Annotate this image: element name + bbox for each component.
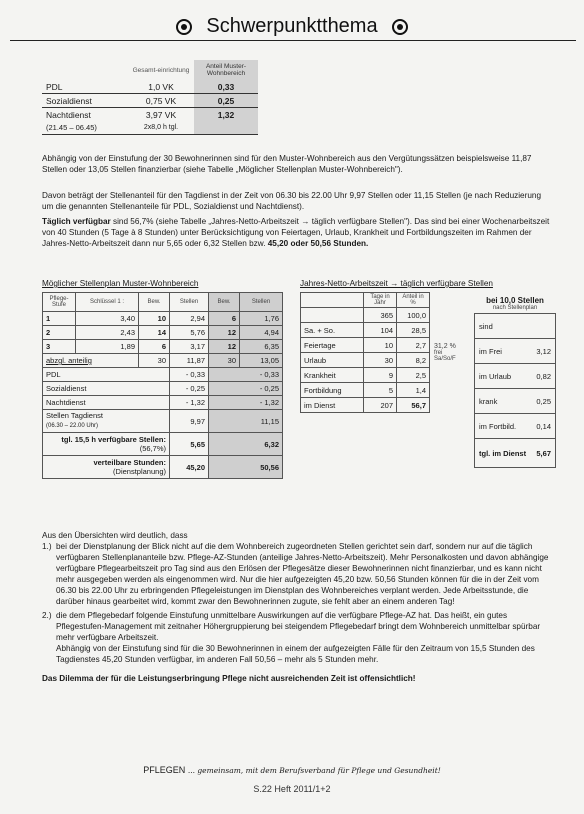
table-row xyxy=(43,312,283,326)
row-anteil xyxy=(194,121,258,135)
cell: - 1,32 xyxy=(170,396,209,410)
col-header: Schlüssel 1 : xyxy=(76,293,139,312)
footer-slogan-text: ... gemeinsam, mit dem Berufsverband für Pflege und Gesundheit! xyxy=(187,766,441,775)
tgl-label: tgl. 15,5 h verfügbare Stellen: xyxy=(61,435,166,444)
cell: 10 xyxy=(139,312,170,326)
side-row xyxy=(474,438,556,468)
row-anteil: 0,33 xyxy=(194,80,258,94)
table-row xyxy=(42,121,258,135)
side-value: 0,82 xyxy=(536,371,551,381)
cell: 30 xyxy=(364,353,397,368)
cell: 12 xyxy=(209,340,240,354)
side-label: im Fortbild. xyxy=(479,421,517,431)
table-row xyxy=(43,326,283,340)
bracket-pct: 31,2 % xyxy=(434,343,456,350)
col-header xyxy=(301,293,364,308)
cell: 9 xyxy=(364,368,397,383)
cell: 2,7 xyxy=(397,338,430,353)
side-value: 0,25 xyxy=(536,396,551,406)
row-gesamt: 0,75 VK xyxy=(128,94,194,108)
cell: 45,20 xyxy=(170,456,209,479)
col-header: Stellen xyxy=(170,293,209,312)
cell: 6 xyxy=(139,340,170,354)
tgl-pct: (56,7%) xyxy=(139,444,166,453)
tagdienst-label: Stellen Tagdienst xyxy=(46,411,103,420)
net-working-time-table xyxy=(300,292,483,413)
paragraph-body: sind 56,7% (siehe Tabelle „Jahres-Netto-Arbeitszeit → täglich verfügbare Stellen"). Das sind bei einer Wochenarbeitszeit von 40 Stunden (5 Tage à 8 Stunden) unter Berücksichtigung von Feiertagen, Urlaub, Krankheit und Fortbildungszeiten im Rahmen der Jahres-Netto-Arbeitszeit dann nur 5,65 oder 6,32 Stellen bzw. xyxy=(42,217,550,248)
cell: 13,05 xyxy=(240,354,283,368)
conclusion-statement: Das Dilemma der für die Leistungserbringung Pflege nicht ausreichenden Zeit ist offensichtlich! xyxy=(42,674,416,683)
cell: 104 xyxy=(364,323,397,338)
row-label: PDL xyxy=(42,80,128,94)
bold-conclusion: 45,20 oder 50,56 Stunden. xyxy=(267,239,369,248)
item-number: 2.) xyxy=(42,611,52,620)
cell: Krankheit xyxy=(301,368,364,383)
cell: Sozialdienst xyxy=(43,382,170,396)
row-gesamt: 1,0 VK xyxy=(128,80,194,94)
table-row xyxy=(43,410,283,433)
cell: PDL xyxy=(43,368,170,382)
cell: 4,94 xyxy=(240,326,283,340)
cell: 9,97 xyxy=(170,410,209,433)
cell: - 0,33 xyxy=(170,368,209,382)
cell: Urlaub xyxy=(301,353,364,368)
item-text: Abhängig von der Einstufung sind für die 30 Bewohnerinnen in einem der aufgezeigten Fälle für den Zeitraum von 15,5 Stunden des Tagdienstes 45,20 Stunden verfügbar, im anderen Fall 50,56 – mehr als 5 Stunden mehr. xyxy=(56,644,535,664)
footer-brand: PFLEGEN xyxy=(143,765,186,775)
cell: 2,94 xyxy=(170,312,209,326)
cell: 3,40 xyxy=(76,312,139,326)
item-text: bei der Dienstplanung der Blick nicht auf die dem Wohnbereich zugeordneten Stellen gerichtet sein darf, sondern nur auf die täglich verfügbaren Stellenplananteile bzw. Pflege-AZ-Stunden (anteilige Jahres-Netto-Arbeitszeit). Mehr Personalkosten und davon abhängige verfügbare Pflegearbeitszeit pro Tag sind aus den Erlösen der Pflegesätze dieser Bewohnerinnen nicht finanzierbar, und es kann nicht mehr ausgegeben werden als eingenommen wird. Nur die hier aufgezeigten 45,20 bzw. 50,56 Stunden können für die in der Zeit vom 06.30 bis 22.00 Uhr zu erbringenden Pflegeleistungen im Dienstplan des Wohnbereiches verplant werden. Jede Arbeitsstunde, die darüber hinaus gearbeitet wird, kommt zwar den Bewohnerinnen zugute, sie fehlt aber an einem anderen Tag! xyxy=(56,542,549,606)
cell: 2 xyxy=(43,326,76,340)
cell: 1,76 xyxy=(240,312,283,326)
cell: 2,43 xyxy=(76,326,139,340)
cell: - 0,25 xyxy=(170,382,209,396)
bold-lead: Täglich verfügbar xyxy=(42,217,111,226)
row-anteil: 0,25 xyxy=(194,94,258,108)
list-item xyxy=(42,541,552,607)
col-header: Anteil in % xyxy=(397,293,430,308)
side-label: im Frei xyxy=(479,346,502,356)
paragraph: Abhängig von der Einstufung der 30 Bewohnerinnen sind für den Muster-Wohnbereich aus den Vergütungssätzen beispielsweise 11,87 Stellen oder 13,05 Stellen finanzierbar (siehe Tabelle „Möglicher Stellenplan Muster-Wohnbereich"). xyxy=(42,154,532,174)
paragraph xyxy=(42,216,552,249)
verf-label: verteilbare Stunden: xyxy=(93,458,166,467)
side-subtitle: nach Stellenplan xyxy=(492,305,538,311)
col-header: Stellen xyxy=(240,293,283,312)
cell: Nachtdienst xyxy=(43,396,170,410)
row-label: (21.45 – 06.45) xyxy=(42,121,128,135)
cell: Fortbildung xyxy=(301,383,364,398)
right-table-title: Jahres-Netto-Arbeitszeit → täglich verfügbare Stellen xyxy=(300,279,493,288)
list-item xyxy=(42,610,552,643)
deduction-label: abzgl. anteilig xyxy=(43,354,139,368)
item-number xyxy=(42,643,56,665)
staffing-plan-table xyxy=(42,292,283,479)
cell: 1,4 xyxy=(397,383,430,398)
side-label: tgl. im Dienst xyxy=(479,448,527,458)
cell: 50,56 xyxy=(209,456,283,479)
conclusions-section xyxy=(42,530,552,684)
col-header-anteil: Anteil Muster-Wohnbereich xyxy=(194,60,258,80)
col-header: Pflege-Stufe xyxy=(43,293,76,312)
left-table-title: Möglicher Stellenplan Muster-Wohnbereich xyxy=(42,279,199,288)
cell: 14 xyxy=(139,326,170,340)
cell: 5,65 xyxy=(170,433,209,456)
side-row xyxy=(474,413,556,438)
table-row xyxy=(43,382,283,396)
side-label: krank xyxy=(479,396,498,406)
table-row xyxy=(43,456,283,479)
circle-bullet-icon xyxy=(392,19,408,35)
cell xyxy=(301,308,364,323)
table-row xyxy=(42,80,258,94)
tagdienst-sub: (06.30 – 22.00 Uhr) xyxy=(46,423,99,429)
row-anteil: 1,32 xyxy=(194,108,258,122)
cell: 5,76 xyxy=(170,326,209,340)
paragraph: Davon beträgt der Stellenanteil für den Tagdienst in der Zeit von 06.30 bis 22.00 Uhr 9,97 Stellen oder 11,15 Stellen (je nach Reduzierung um die genannten Stellenanteile für PDL, Sozialdienst und Nachtdienst). xyxy=(42,191,541,211)
cell: 2,5 xyxy=(397,368,430,383)
table-row xyxy=(42,108,258,122)
side-value: 5,67 xyxy=(536,448,551,458)
table-row xyxy=(43,396,283,410)
cell: - 0,33 xyxy=(209,368,283,382)
col-header: Bew. xyxy=(209,293,240,312)
side-label: im Urlaub xyxy=(479,371,512,381)
item-text: die dem Pflegebedarf folgende Einstufung unmittelbare Auswirkungen auf die verfügbare Pflege-AZ hat. Das heißt, ein gutes Pflegestufen-Management mit zeitnaher Höhergruppierung bei steigendem Pflegebedarf bringt dem Wohnbereich unmittelbar spürbar mehr verfügbare Arbeitszeit. xyxy=(56,611,541,642)
header-divider xyxy=(10,40,576,41)
cell: 6,35 xyxy=(240,340,283,354)
cell: 6 xyxy=(209,312,240,326)
row-label: Nachtdienst xyxy=(46,109,91,120)
table-row xyxy=(43,354,283,368)
per-10-stellen-box xyxy=(474,296,556,468)
cell: 10 xyxy=(364,338,397,353)
row-gesamt: 2x8,0 h tgl. xyxy=(128,121,194,135)
cell: 1 xyxy=(43,312,76,326)
side-row xyxy=(474,338,556,363)
cell: 8,2 xyxy=(397,353,430,368)
page-header xyxy=(0,15,584,38)
cell: - 1,32 xyxy=(209,396,283,410)
conclusions-intro: Aus den Übersichten wird deutlich, dass xyxy=(42,531,188,540)
cell: Feiertage xyxy=(301,338,364,353)
cell: 5 xyxy=(364,383,397,398)
cell xyxy=(43,410,170,433)
cell: - 0,25 xyxy=(209,382,283,396)
cell: 11,87 xyxy=(170,354,209,368)
cell: Sa. + So. xyxy=(301,323,364,338)
table-row xyxy=(43,433,283,456)
table-row xyxy=(42,94,258,108)
circle-bullet-icon xyxy=(176,19,192,35)
cell: 30 xyxy=(139,354,170,368)
table-row xyxy=(43,368,283,382)
side-row xyxy=(474,313,556,338)
cell: 6,32 xyxy=(209,433,283,456)
row-gesamt: 3,97 VK xyxy=(145,109,177,120)
cell: 3,17 xyxy=(170,340,209,354)
cell: 30 xyxy=(209,354,240,368)
cell: 3 xyxy=(43,340,76,354)
cell xyxy=(43,456,170,479)
bracket-note-text: frei Sa/So/F xyxy=(434,350,456,362)
page-title: Schwerpunktthema xyxy=(206,15,378,37)
footer-slogan xyxy=(0,765,584,775)
side-value: 3,12 xyxy=(536,346,551,356)
col-header-gesamt: Gesamt-einrichtung xyxy=(132,66,190,74)
verf-sub: (Dienstplanung) xyxy=(113,467,166,476)
cell: 1,89 xyxy=(76,340,139,354)
cell: 207 xyxy=(364,398,397,413)
cell: 12 xyxy=(209,326,240,340)
staff-allocation-table xyxy=(42,60,258,135)
cell: im Dienst xyxy=(301,398,364,413)
cell: 28,5 xyxy=(397,323,430,338)
cell xyxy=(43,433,170,456)
side-row xyxy=(474,363,556,388)
side-value: 0,14 xyxy=(536,421,551,431)
cell: 100,0 xyxy=(397,308,430,323)
cell: 56,7 xyxy=(397,398,430,413)
row-label: Sozialdienst xyxy=(42,94,128,108)
page-number: S.22 Heft 2011/1+2 xyxy=(253,784,331,794)
side-title: bei 10,0 Stellen xyxy=(486,296,544,305)
col-header: Tage in Jahr xyxy=(364,293,397,308)
table-row xyxy=(43,340,283,354)
side-label: sind xyxy=(479,321,493,331)
list-item xyxy=(42,643,552,665)
cell: 365 xyxy=(364,308,397,323)
side-row xyxy=(474,388,556,413)
item-number: 1.) xyxy=(42,542,52,551)
cell: 11,15 xyxy=(209,410,283,433)
col-header: Bew. xyxy=(139,293,170,312)
